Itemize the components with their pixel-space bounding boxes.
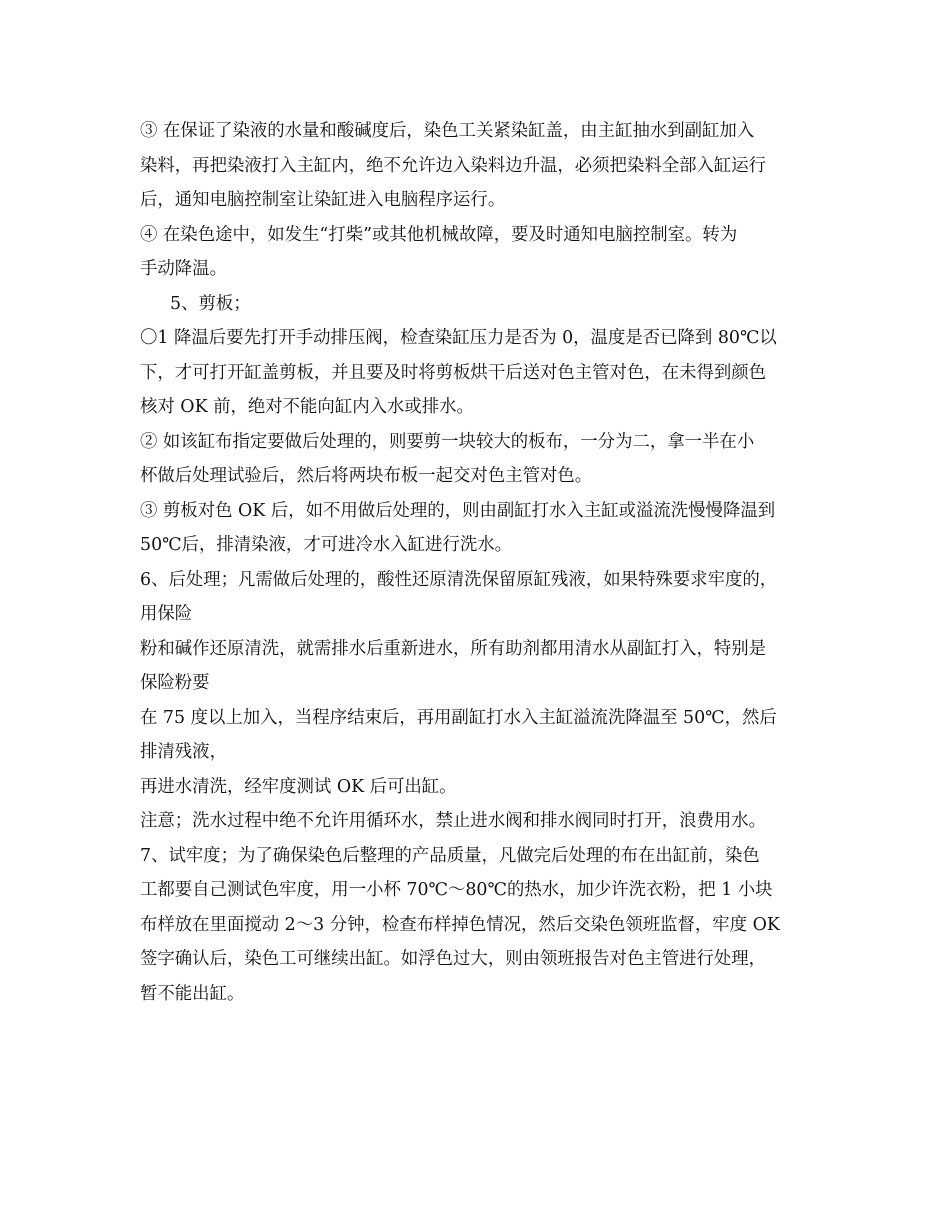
text-line: 手动降温。 (140, 259, 227, 279)
section-heading: 5、剪板； (170, 293, 251, 314)
text-line: 布样放在里面搅动 2～3 分钟，检查布样掉色情况，然后交染色领班监督，牢度 OK (140, 914, 780, 935)
text-line: ③ 在保证了染液的水量和酸碱度后，染色工关紧染缸盖，由主缸抽水到副缸加入 (140, 121, 755, 141)
text-line: 染料，再把染液打入主缸内，绝不允许边入染料边升温，必须把染料全部入缸运行 (140, 155, 767, 176)
text-line: 6、后处理；凡需做后处理的，酸性还原清洗保留原缸残液，如果特殊要求牢度的， (140, 569, 778, 590)
text-line: 〇1 降温后要先打开手动排压阀，检查染缸压力是否为 0，温度是否已降到 80℃以 (140, 328, 777, 348)
text-line: ② 如该缸布指定要做后处理的，则要剪一块较大的板布，一分为二，拿一半在小 (140, 431, 755, 452)
text-line: 核对 OK 前，绝对不能向缸内入水或排水。 (140, 397, 474, 417)
text-line: 在 75 度以上加入，当程序结束后，再用副缸打水入主缸溢流洗降温至 50℃，然后 (140, 707, 777, 728)
text-line: 再进水清洗，经牢度测试 OK 后可出缸。 (140, 776, 457, 797)
text-line: 排清残液， (140, 742, 227, 762)
text-line: 保险粉要 (140, 673, 210, 693)
text-line: 注意；洗水过程中绝不允许用循环水，禁止进水阀和排水阀同时打开，浪费用水。 (140, 811, 767, 831)
text-line: 工都要自己测试色牢度，用一小杯 70℃～80℃的热水，加少许洗衣粉，把 1 小块 (140, 880, 773, 900)
text-line: 后，通知电脑控制室让染缸进入电脑程序运行。 (140, 190, 506, 210)
text-line: 50℃后，排清染液，才可进冷水入缸进行洗水。 (140, 535, 513, 555)
text-line: 签字确认后，染色工可继续出缸。如浮色过大，则由领班报告对色主管进行处理， (140, 949, 767, 969)
document-body (140, 114, 830, 1011)
text-line: ④ 在染色途中，如发生“打柴”或其他机械故障，要及时通知电脑控制室。转为 (140, 224, 738, 245)
text-line: 下，才可打开缸盖剪板，并且要及时将剪板烘干后送对色主管对色，在未得到颜色 (140, 362, 767, 383)
text-line: 粉和碱作还原清洗，就需排水后重新进水，所有助剂都用清水从副缸打入，特别是 (140, 638, 767, 659)
text-line: 用保险 (140, 604, 193, 624)
text-line: 暂不能出缸。 (140, 983, 245, 1004)
text-line: 杯做后处理试验后，然后将两块布板一起交对色主管对色。 (140, 466, 593, 486)
text-line: 7、试牢度；为了确保染色后整理的产品质量，凡做完后处理的布在出缸前，染色 (140, 845, 760, 866)
text-line: ③ 剪板对色 OK 后，如不用做后处理的，则由副缸打水入主缸或溢流洗慢慢降温到 (140, 500, 776, 521)
